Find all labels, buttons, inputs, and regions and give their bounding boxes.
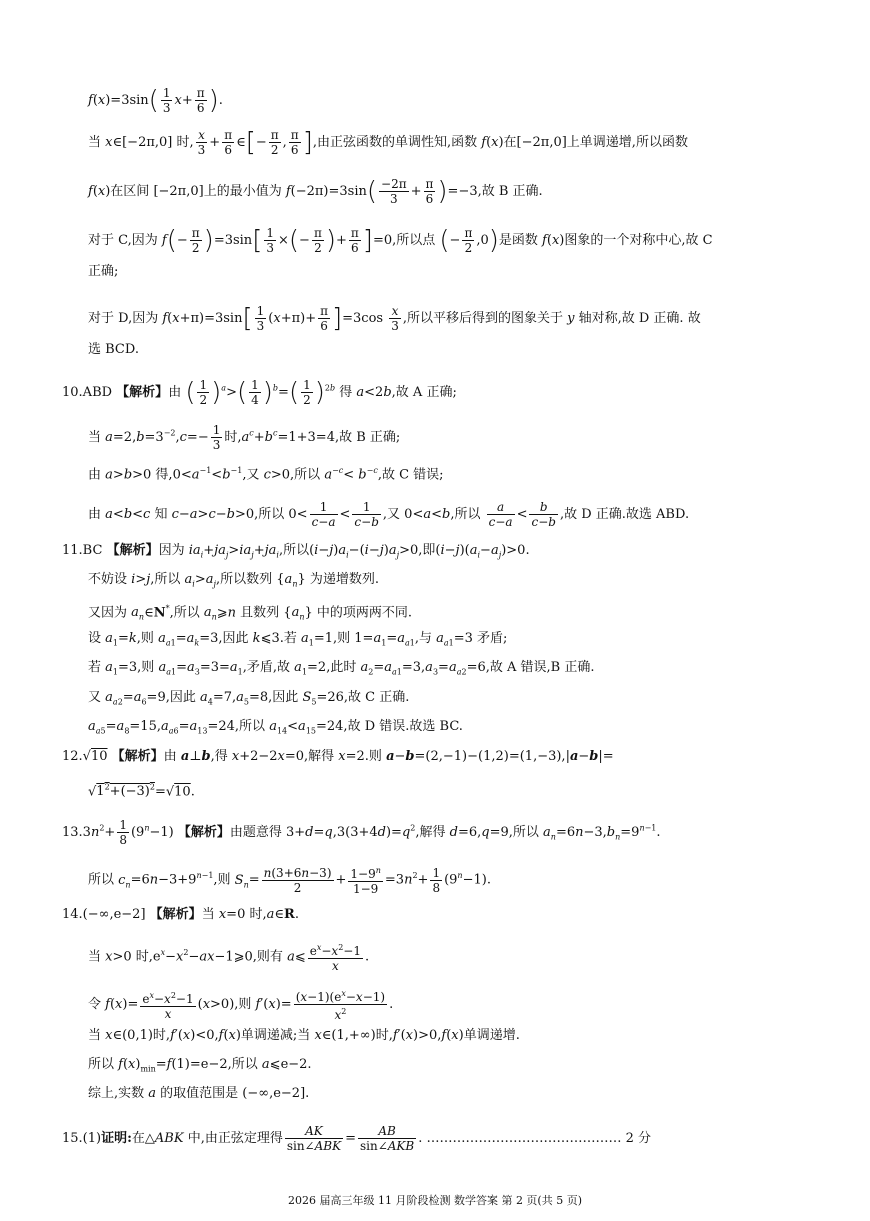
line-07: 选 BCD. xyxy=(88,342,139,357)
line-16: 若 $a_1=3$,则 $a_{a1}=a_3=3=a_1$,矛盾,故 $a_1=2$,此时 $a_2=a_{a1}=3,a_3=a_{a2}=6$,故 A 错误,B 正确. xyxy=(88,660,595,677)
line-04: 对于 C,因为 f(− $\frac{\pi}{2}$ )=3sin[ $\frac{1}{3}$ ×(− $\frac{\pi}{2}$ )+ $\frac{\pi}{6}$ ]=0,所以点 (− $\frac{\pi}{2}$ ,0)是函数 f(x)图象的一个对称中心,故 C xyxy=(88,225,713,256)
line-18: $a_{a5}=a_8=15,a_{a6}=a_{13}=24$,所以 $a_{14}<a_{15}=24$,故 D 错误.故选 BC. xyxy=(88,719,463,736)
line-10: 由 a>b>0 得$,0<a^{-1}<b^{-1}$,又 c>0,所以 $a^{-c}< b^{-c}$,故 C 错误; xyxy=(88,466,444,483)
line-14: 又因为 $a_n\in N^*$,所以 $a_n⩾n$ 且数列 $\{a_n\}$ 中的项两两不同. xyxy=(88,604,413,622)
line-05: 正确; xyxy=(88,264,119,279)
line-03: f(x)在区间 [−2π,0]上的最小值为 f(−2π)=3sin( $\frac{-2\pi}{3}$ + $\frac{\pi}{6}$ )=−3,故 B 正确. xyxy=(88,176,543,207)
line-06: 对于 D,因为 f(x+π)=3sin[ $\frac{1}{3}$ (x+π)+ $\frac{\pi}{6}$ ]=3cos $\frac{x}{3}$ ,所以平移后得到的图象关于 y 轴对称,故 D 正确. 故 xyxy=(88,303,701,334)
line-08: 10.ABD 【解析】由 ( $\frac{1}{2}$ )$^a$>( $\frac{1}{4}$ )$^b$=( $\frac{1}{2}$ )$^{2b}$ 得 a<2b,故 A 正确; xyxy=(62,377,457,408)
line-17: 又 $a_{a2}=a_6=9$,因此 $a_4=7,a_5=8$,因此 $S_5=26$,故 C 正确. xyxy=(88,690,410,707)
line-13: 不妨设 i>j,所以 $a_i>a_j$,所以数列 $\{a_n\}$ 为递增数列. xyxy=(88,572,380,589)
line-27: 所以 $f(x)_{min}=f(1)=e-2$,所以 a⩽e−2. xyxy=(88,1057,312,1074)
line-09: 当 $a=2,b=3^{-2},c=-$ $\frac{1}{3}$ 时$,a^c+b^c=1+3=4$,故 B 正确; xyxy=(88,423,401,452)
line-29: 15.(1)证明:在△ABK 中,由正弦定理得 $\frac{AK}{\text{sin∠ABK}}$ = $\frac{AB}{\text{sin∠AKB}}$ . ……………………………………… 2 分 xyxy=(62,1124,652,1153)
line-23: 14.(−∞,e−2] 【解析】当 x=0 时,a∈R. xyxy=(62,907,299,922)
line-02: 当 x∈[−2π,0] 时, $\frac{x}{3}$ + $\frac{\pi}{6}$ ∈[− $\frac{\pi}{2}$ , $\frac{\pi}{6}$ ],由正弦函数的单调性知,函数 f(x)在[−2π,0]上单调递增,所以函数 xyxy=(88,127,688,158)
line-26: 当 x∈(0,1)时,f′(x)<0,f(x)单调递减;当 x∈(1,+∞)时,f′(x)>0,f(x)单调递增. xyxy=(88,1028,520,1043)
line-21: $13.3n^2+$ $\frac{1}{8}$ $(9^n-1)$ 【解析】由题意得 $3+d=q,3(3+4d)=q^2$,解得 d=6,q=9,所以 $a_n=6n-3,b_n=9^{n-1}$. xyxy=(62,818,661,847)
line-24: 当 x>0 时$,e^x-x^2-ax-1⩾0$,则有 a⩽ $\frac{e^x-x^2-1}{x}$ . xyxy=(88,943,370,973)
line-19: 12.√10 【解析】由 a⊥b,得 x+2−2x=0,解得 x=2.则 a−b=(2,−1)−(1,2)=(1,−3),|a−b|= xyxy=(62,749,614,764)
line-12: 11.BC 【解析】因为 $ia_i+ja_j>ia_j+ja_i$,所以$(i-j)a_i-(i-j)a_j>0$,即$(i-j)(a_i-a_j)>0$. xyxy=(62,543,530,560)
line-11: 由 a<b<c 知 c−a>c−b>0,所以 0< $\frac{1}{c-a}$ < $\frac{1}{c-b}$ ,又 0<a<b,所以 $\frac{a}{c-a}$ < $\frac{b}{c-b}$ ,故 D 正确.故选 ABD. xyxy=(88,500,690,529)
line-01: f(x)=3sin( $\frac{1}{3}$ x+ $\frac{\pi}{6}$ ). xyxy=(88,85,223,116)
page-footer: 2026 届高三年级 11 月阶段检测 数学答案 第 2 页(共 5 页) xyxy=(287,1194,583,1207)
line-20: $√1^2+(-3)^2=√10$. xyxy=(88,783,195,800)
line-28: 综上,实数 a 的取值范围是 (−∞,e−2]. xyxy=(88,1086,310,1101)
line-15: 设 $a_1=k$,则 $a_{a1}=a_k=3$,因此 k⩽3.若 $a_1=1$,则 $1=a_1=a_{a1}$,与 $a_{a1}=3$ 矛盾; xyxy=(88,631,508,648)
line-25: 令 f(x)= $\frac{e^x-x^2-1}{x}$ (x>0),则 f′(x)= $\frac{(x-1)(e^x-x-1)}{x^2}$ . xyxy=(88,989,394,1022)
line-22: 所以 $c_n=6n-3+9^{n-1}$,则 $S_n=$ $\frac{n(3+6n-3)}{2}$ + $\frac{1-9^n}{1-9}$ $=3n^2+$ $\frac{1}{8}$ $(9^n-1)$. xyxy=(88,865,491,896)
